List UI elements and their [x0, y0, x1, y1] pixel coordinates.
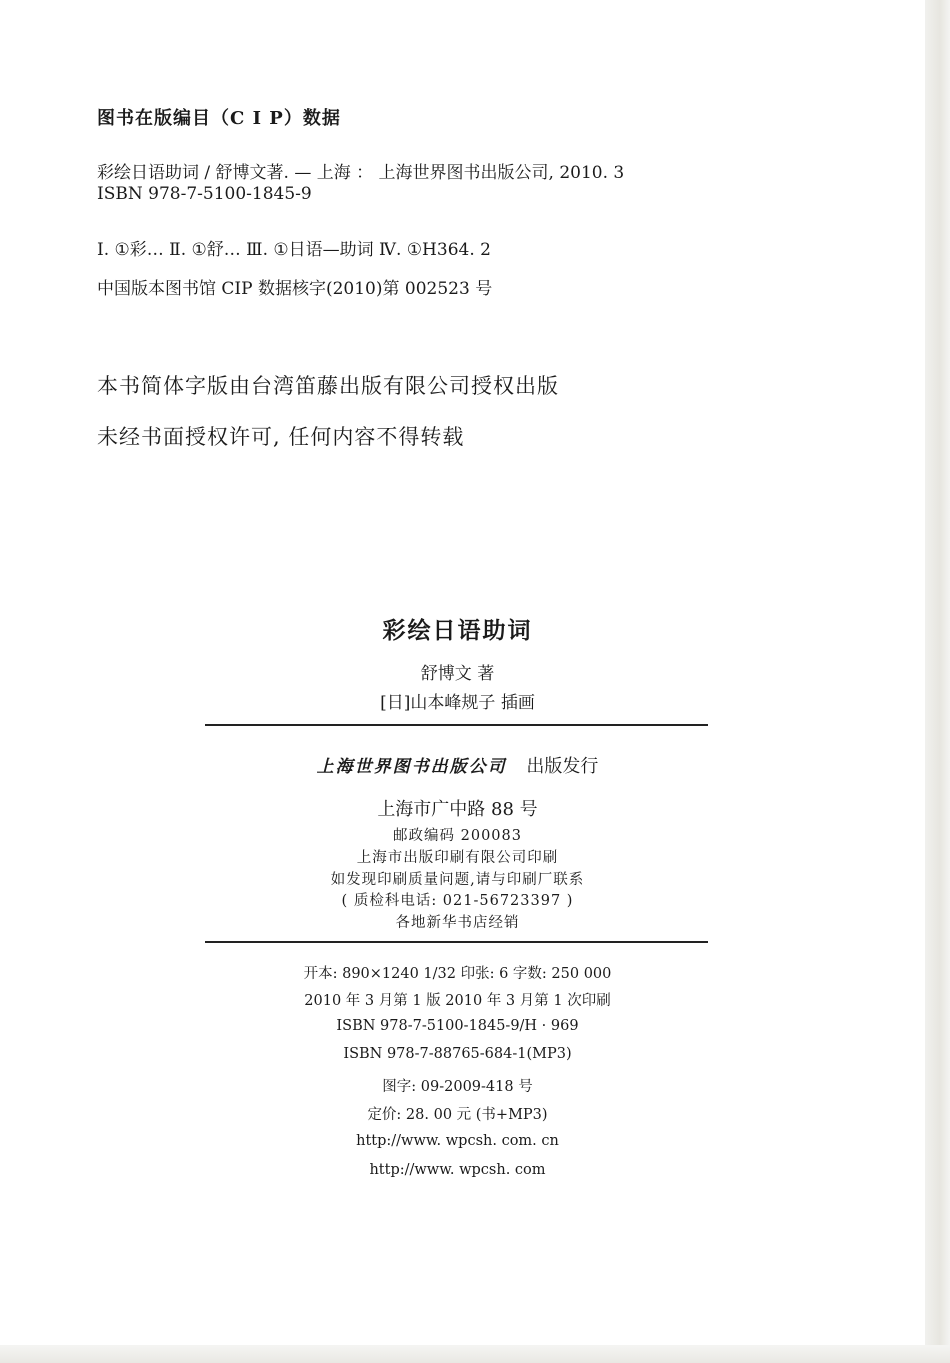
copyright-registration: 图字: 09-2009-418 号 — [382, 1079, 533, 1095]
cip-line-isbn: ISBN 978-7-5100-1845-9 — [97, 184, 312, 204]
page-edge-bottom — [0, 1345, 950, 1363]
divider-top — [205, 724, 708, 726]
cip-line-classification: I. ①彩… Ⅱ. ①舒… Ⅲ. ①日语—助词 Ⅳ. ①H364. 2 — [97, 240, 491, 260]
publisher-action: 出版发行 — [526, 756, 599, 777]
website-cn: http://www. wpcsh. com. cn — [356, 1133, 559, 1149]
book-title: 彩绘日语助词 — [382, 617, 533, 644]
cip-heading: 图书在版编目（C I P）数据 — [97, 108, 341, 129]
publisher-logo: 上海世界图书出版公司 — [316, 757, 507, 777]
divider-bottom — [205, 941, 708, 943]
illustrator-credit: [日]山本峰规子 插画 — [380, 693, 535, 713]
publisher-row — [205, 752, 710, 778]
postal-code: 邮政编码 200083 — [393, 828, 522, 844]
rights-line-authorization: 本书简体字版由台湾笛藤出版有限公司授权出版 — [97, 374, 559, 398]
author-credit: 舒博文 著 — [420, 664, 495, 684]
quality-phone: ( 质检科电话: 021-56723397 ) — [341, 893, 574, 909]
quality-notice: 如发现印刷质量问题,请与印刷厂联系 — [330, 872, 585, 888]
cip-line-title: 彩绘日语助词 / 舒博文著. — 上海 ： 上海世界图书出版公司, 2010. 3 — [97, 163, 625, 183]
page-edge-right — [925, 0, 950, 1363]
format-specs: 开本: 890×1240 1/32 印张: 6 字数: 250 000 — [303, 966, 612, 982]
cip-line-verification: 中国版本图书馆 CIP 数据核字(2010)第 002523 号 — [97, 279, 493, 299]
isbn-mp3: ISBN 978-7-88765-684-1(MP3) — [343, 1046, 572, 1062]
isbn-book: ISBN 978-7-5100-1845-9/H · 969 — [336, 1018, 579, 1034]
printer: 上海市出版印刷有限公司印刷 — [356, 850, 559, 866]
price: 定价: 28. 00 元 (书+MP3) — [367, 1107, 548, 1123]
website-com: http://www. wpcsh. com — [369, 1162, 546, 1178]
publisher-address: 上海市广中路 88 号 — [377, 799, 538, 820]
rights-line-no-reprint: 未经书面授权许可, 任何内容不得转载 — [97, 425, 465, 449]
edition-info: 2010 年 3 月第 1 版 2010 年 3 月第 1 次印刷 — [304, 993, 611, 1009]
distributor: 各地新华书店经销 — [395, 915, 520, 931]
